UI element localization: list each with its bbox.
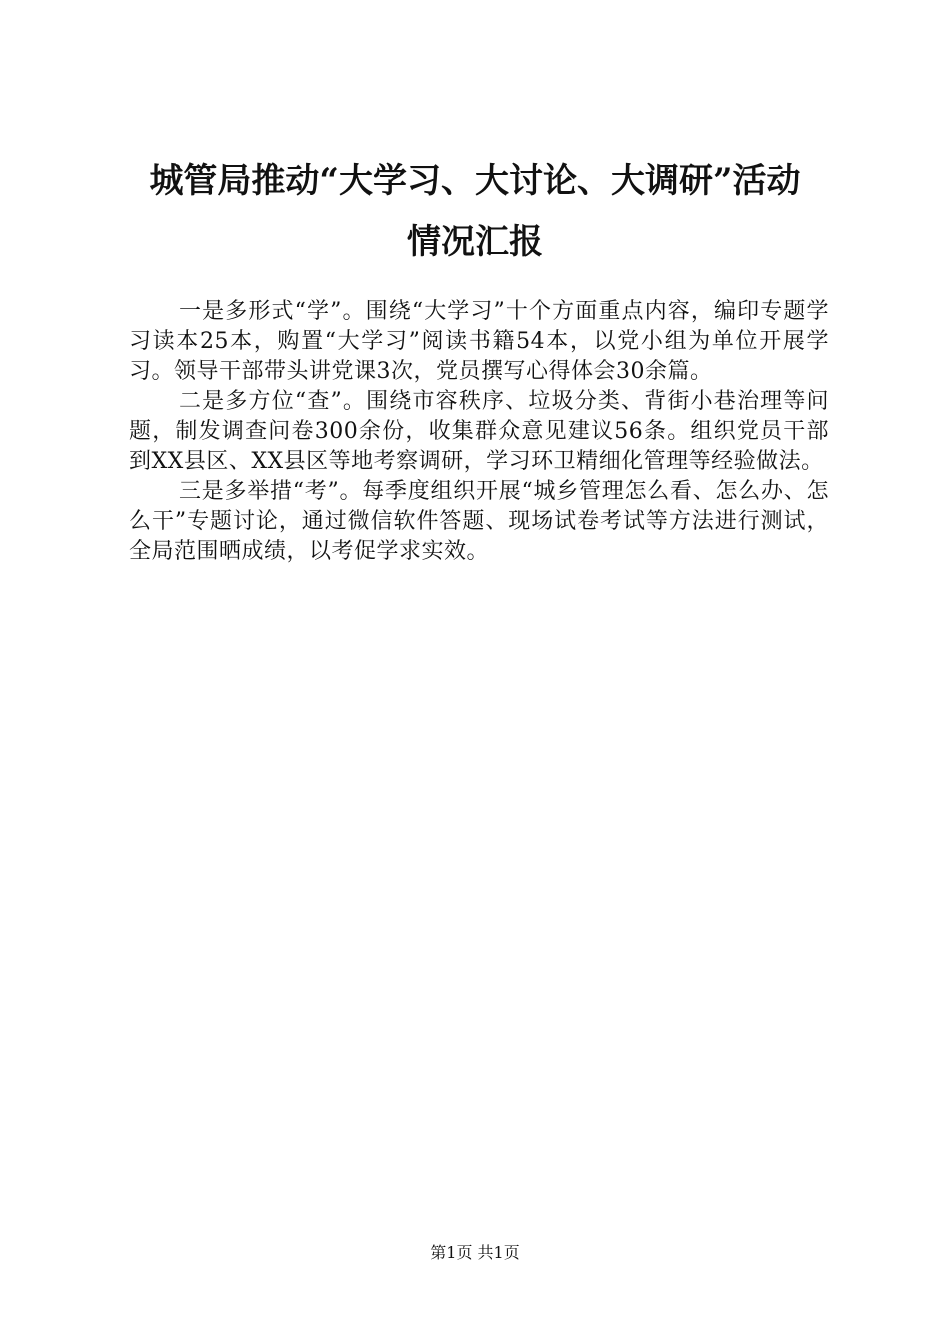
paragraph-study: 一是多形式“学”。围绕“大学习”十个方面重点内容，编印专题学习读本25本，购置“大学习”阅读书籍54本，以党小组为单位开展学习。领导干部带头讲党课3次，党员撰写心得体会30余篇。 [129,299,829,384]
document-title-line-2: 情况汇报 [407,222,543,262]
paragraph-investigate: 二是多方位“查”。围绕市容秩序、垃圾分类、背街小巷治理等问题，制发调查问卷300余份，收集群众意见建议56条。组织党员干部到XX县区、XX县区等地考察调研，学习环卫精细化管理等经验做法。 [129,389,829,474]
document-body [129,297,829,567]
paragraph-examine: 三是多举措“考”。每季度组织开展“城乡管理怎么看、怎么办、怎么干”专题讨论，通过微信软件答题、现场试卷考试等方法进行测试，全局范围晒成绩，以考促学求实效。 [129,479,829,564]
page-footer: 第1页 共1页 [430,1243,520,1262]
document-title-line-1: 城管局推动“大学习、大讨论、大调研”活动 [149,161,801,201]
